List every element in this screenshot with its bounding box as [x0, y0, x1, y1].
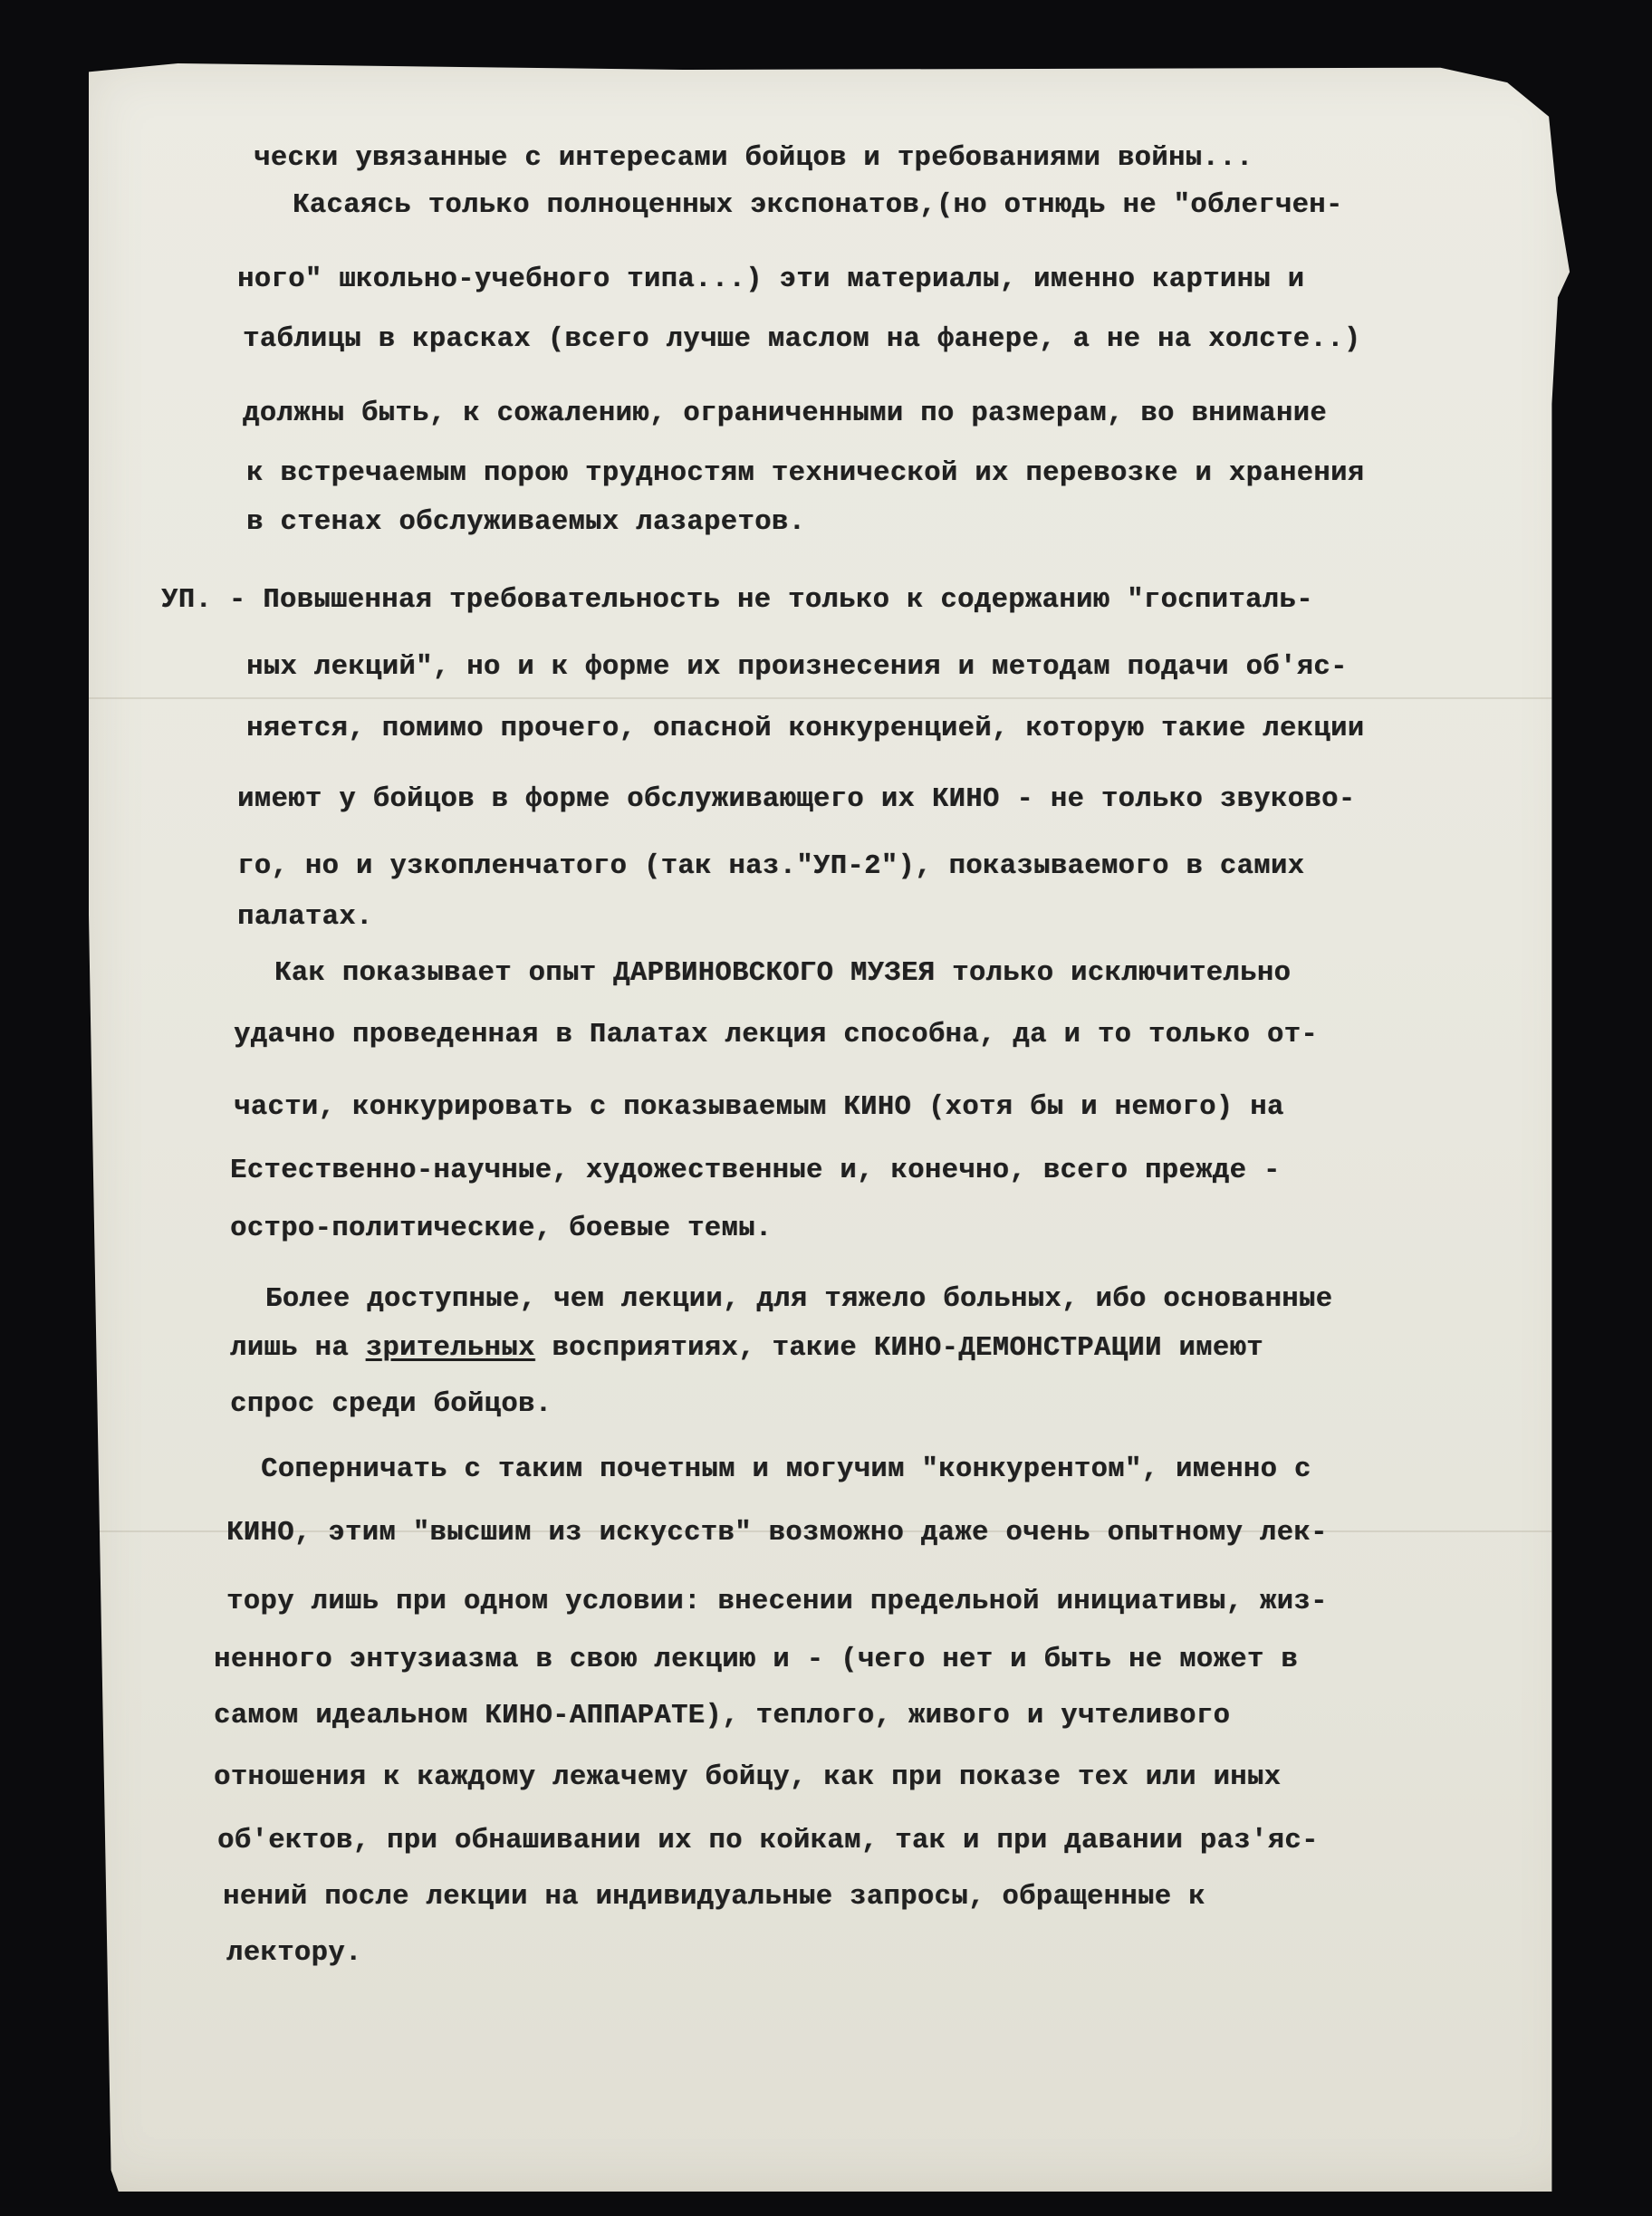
text-line-16: части, конкурировать с показываемым КИНО (хотя бы и немого) на	[234, 1092, 1284, 1123]
text-line-1: чески увязанные с интересами бойцов и требованиями войны...	[254, 143, 1253, 174]
text-line-25: ненного энтузиазма в свою лекцию и - (чего нет и быть не может в	[214, 1645, 1298, 1675]
text-line-6: к встречаемым порою трудностям технической их перевозке и хранения	[246, 458, 1365, 489]
text-line-8: УП. - Повышенная требовательность не только к содержанию "госпиталь-	[161, 585, 1313, 616]
text-line-20	[230, 1333, 1263, 1364]
text-line-26: самом идеальном КИНО-АППАРАТЕ), теплого, живого и учтеливого	[214, 1701, 1231, 1732]
text-line-12: го, но и узкопленчатого (так наз."УП-2"), показываемого в самих	[237, 851, 1305, 882]
text-line-22: Соперничать с таким почетным и могучим "конкурентом", именно с	[261, 1454, 1311, 1485]
text-line-7: в стенах обслуживаемых лазаретов.	[246, 507, 806, 538]
text-line-4: таблицы в красках (всего лучше маслом на фанере, а не на холсте..)	[243, 324, 1361, 355]
text-line-3: ного" школьно-учебного типа...) эти материалы, именно картины и	[237, 264, 1305, 295]
text-line-5: должны быть, к сожалению, ограниченными по размерам, во внимание	[243, 398, 1327, 429]
text-line-20-end: восприятиях, такие КИНО-ДЕМОНСТРАЦИИ имеют	[534, 1333, 1263, 1364]
text-line-17: Естественно-научные, художественные и, конечно, всего прежде -	[230, 1156, 1281, 1186]
text-line-14: Как показывает опыт ДАРВИНОВСКОГО МУЗЕЯ только исключительно	[274, 958, 1292, 989]
text-line-15: удачно проведенная в Палатах лекция способна, да и то только от-	[234, 1020, 1318, 1050]
text-line-11: имеют у бойцов в форме обслуживающего их КИНО - не только звуково-	[237, 784, 1356, 815]
paper-sheet	[89, 63, 1574, 2192]
text-line-19: Более доступные, чем лекции, для тяжело больных, ибо основанные	[265, 1284, 1333, 1315]
text-line-20-start: лишь на	[230, 1333, 366, 1364]
text-line-30: лектору.	[226, 1938, 362, 1969]
text-line-9: ных лекций", но и к форме их произнесения и методам подачи об'яс-	[246, 652, 1348, 683]
text-line-10: няется, помимо прочего, опасной конкуренцией, которую такие лекции	[246, 714, 1365, 744]
text-line-24: тору лишь при одном условии: внесении предельной инициативы, жиз-	[226, 1587, 1328, 1617]
underlined-word: зрительных	[365, 1333, 535, 1364]
text-line-27: отношения к каждому лежачему бойцу, как при показе тех или иных	[214, 1762, 1282, 1793]
text-line-23: КИНО, этим "высшим из искусств" возможно даже очень опытному лек-	[226, 1518, 1328, 1549]
text-line-21: спрос среди бойцов.	[230, 1389, 552, 1420]
fold-crease	[89, 697, 1574, 699]
text-line-13: палатах.	[237, 902, 373, 933]
text-line-28: об'ектов, при обнашивании их по койкам, так и при давании раз'яс-	[217, 1826, 1319, 1856]
text-line-29: нений после лекции на индивидуальные запросы, обращенные к	[223, 1882, 1205, 1913]
text-line-18: остро-политические, боевые темы.	[230, 1214, 773, 1244]
text-line-2: Касаясь только полноценных экспонатов,(но отнюдь не "облегчен-	[293, 190, 1343, 221]
